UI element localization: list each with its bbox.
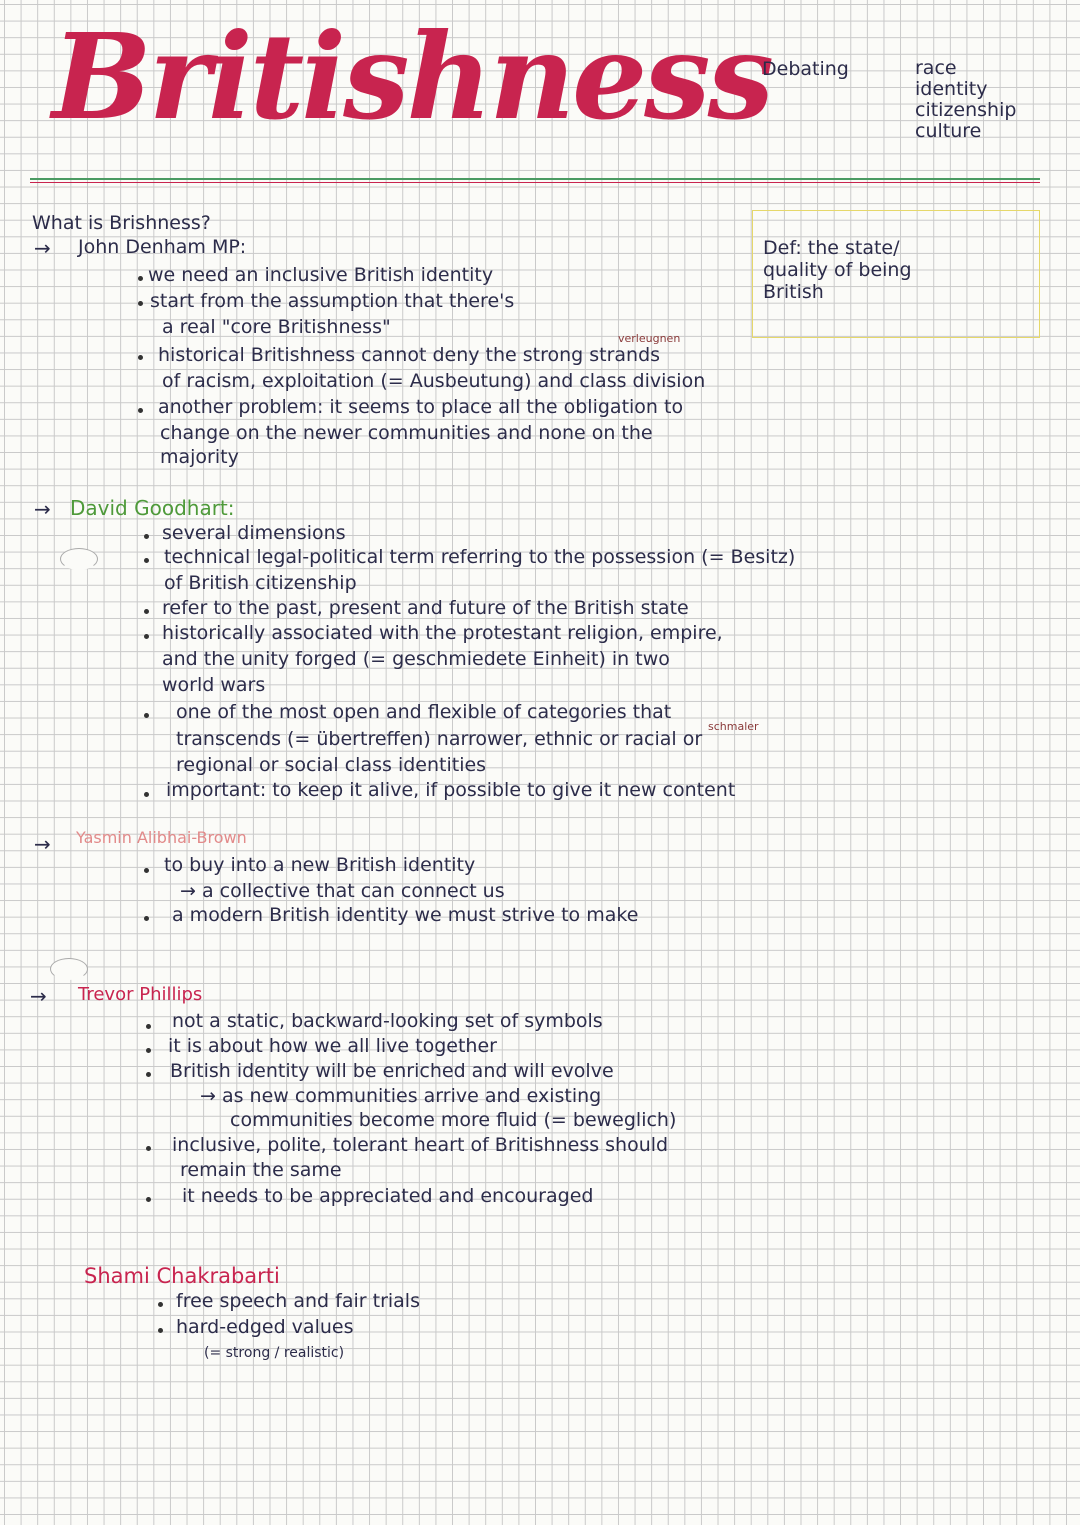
bullet-icon — [138, 355, 143, 360]
note-line: a modern British identity we must strive to make — [172, 904, 639, 926]
definition-line: Def: the state/ — [763, 237, 900, 259]
note-line: → a collective that can connect us — [180, 880, 505, 902]
note-line: regional or social class identities — [176, 754, 487, 776]
speaker-alibhai: Yasmin Alibhai-Brown — [76, 828, 247, 847]
bullet-icon — [144, 634, 149, 639]
bullet-icon — [144, 534, 149, 539]
arrow-icon: → — [34, 497, 51, 521]
note-line: it needs to be appreciated and encouraged — [182, 1185, 594, 1207]
note-line: to buy into a new British identity — [164, 854, 476, 876]
note-line: hard-edged values — [176, 1316, 354, 1338]
note-line: inclusive, polite, tolerant heart of Britishness should — [172, 1134, 669, 1156]
note-line: of British citizenship — [164, 572, 357, 594]
note-line: (= strong / realistic) — [204, 1345, 345, 1361]
punch-hole — [60, 548, 98, 570]
arrow-icon: → — [34, 236, 51, 260]
bullet-icon — [146, 1048, 151, 1053]
topic-item: citizenship — [915, 99, 1017, 121]
bullet-icon — [158, 1328, 163, 1333]
bullet-icon — [146, 1197, 151, 1202]
bullet-icon — [144, 713, 149, 718]
note-line: important: to keep it alive, if possible to give it new content — [166, 779, 736, 801]
title-underline-green — [30, 178, 1040, 180]
note-line: remain the same — [180, 1159, 342, 1181]
annotation: verleugnen — [618, 332, 681, 345]
punch-hole — [50, 958, 88, 980]
topic-item: race — [915, 57, 957, 79]
speaker-goodhart: David Goodhart: — [70, 496, 235, 520]
definition-line: quality of being — [763, 259, 912, 281]
note-line: majority — [160, 446, 239, 468]
topics-list — [915, 58, 1016, 142]
note-line: we need an inclusive British identity — [148, 264, 494, 286]
bullet-icon — [138, 408, 143, 413]
note-line: another problem: it seems to place all the obligation to — [158, 396, 684, 418]
definition-box — [752, 210, 1040, 338]
note-line: and the unity forged (= geschmiedete Einheit) in two — [162, 648, 670, 670]
arrow-icon: → — [34, 832, 51, 856]
speaker-phillips: Trevor Phillips — [78, 984, 203, 1005]
intro-question: What is Brishness? — [32, 212, 211, 234]
topic-item: identity — [915, 78, 988, 100]
note-line: communities become more fluid (= beweglich) — [230, 1109, 677, 1131]
bullet-icon — [144, 868, 149, 873]
bullet-icon — [158, 1302, 163, 1307]
note-line: → as new communities arrive and existing — [200, 1085, 602, 1107]
note-line: transcends (= übertreffen) narrower, ethnic or racial or — [176, 728, 703, 750]
note-line: change on the newer communities and none on the — [160, 422, 653, 444]
note-line: it is about how we all live together — [168, 1035, 497, 1057]
bullet-icon — [146, 1024, 151, 1029]
bullet-icon — [138, 276, 143, 281]
bullet-icon — [144, 609, 149, 614]
bullet-icon — [138, 301, 143, 306]
definition-line: British — [763, 281, 824, 303]
note-line: refer to the past, present and future of the British state — [162, 597, 689, 619]
note-line: historically associated with the protestant religion, empire, — [162, 622, 723, 644]
arrow-icon: → — [30, 984, 47, 1008]
bullet-icon — [144, 916, 149, 921]
bullet-icon — [144, 558, 149, 563]
bullet-icon — [144, 792, 149, 797]
note-line: technical legal-political term referring to the possession (= Besitz) — [164, 546, 796, 568]
page-title: Britishness — [52, 7, 772, 146]
note-line: British identity will be enriched and will evolve — [170, 1060, 614, 1082]
title-underline-red — [30, 182, 1040, 183]
bullet-icon — [146, 1146, 151, 1151]
topic-item: culture — [915, 120, 982, 142]
speaker-denham: John Denham MP: — [78, 236, 247, 258]
note-line: start from the assumption that there's — [150, 290, 515, 312]
note-line: one of the most open and flexible of categories that — [176, 701, 672, 723]
note-line: a real "core Britishness" — [162, 316, 391, 338]
note-line: several dimensions — [162, 522, 346, 544]
note-line: world wars — [162, 674, 266, 696]
annotation: schmaler — [708, 720, 759, 733]
note-line: not a static, backward-looking set of symbols — [172, 1010, 603, 1032]
note-line: of racism, exploitation (= Ausbeutung) and class division — [162, 370, 706, 392]
bullet-icon — [146, 1072, 151, 1077]
note-line: free speech and fair trials — [176, 1290, 420, 1312]
note-line: historical Britishness cannot deny the strong strands — [158, 344, 661, 366]
speaker-chakrabarti: Shami Chakrabarti — [84, 1264, 280, 1288]
topics-label: Debating — [762, 58, 849, 80]
